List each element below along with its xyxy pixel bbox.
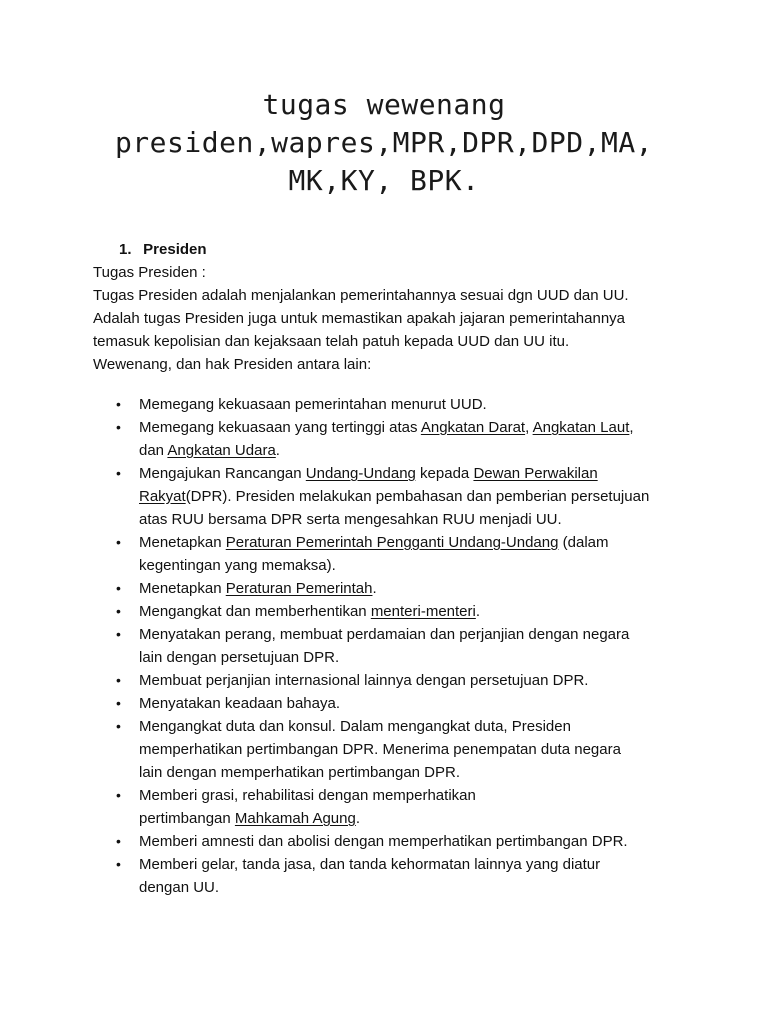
section-title: Presiden bbox=[143, 241, 207, 258]
text-run: memperhatikan pertimbangan DPR. Menerima penempatan duta negara bbox=[139, 741, 621, 758]
text-run: Memegang kekuasaan pemerintahan menurut UUD. bbox=[139, 396, 487, 413]
list-item-line bbox=[139, 416, 693, 439]
link[interactable]: Peraturan Pemerintah Pengganti Undang-Undang bbox=[225, 534, 559, 551]
text-run: Mengangkat duta dan konsul. Dalam mengangkat duta, Presiden bbox=[139, 718, 571, 735]
list-item-line bbox=[139, 393, 693, 416]
list-item bbox=[93, 715, 693, 784]
list-item bbox=[93, 623, 693, 669]
text-run: kepada bbox=[415, 465, 474, 482]
list-item-line bbox=[139, 692, 693, 715]
text-run: . bbox=[275, 442, 280, 459]
text-run: Menyatakan perang, membuat perdamaian dan perjanjian dengan negara bbox=[139, 626, 630, 643]
bullet-icon: • bbox=[116, 695, 121, 711]
text-run: Memberi grasi, rehabilitasi dengan memperhatikan bbox=[139, 787, 476, 804]
text-run: kegentingan yang memaksa). bbox=[139, 557, 336, 574]
document-title bbox=[40, 86, 728, 200]
text-run: dan bbox=[139, 442, 168, 459]
intro-line: Tugas Presiden adalah menjalankan pemerintahannya sesuai dgn UUD dan UU. bbox=[93, 287, 629, 304]
bullet-icon: • bbox=[116, 534, 121, 550]
list-item-line bbox=[139, 830, 693, 853]
text-run: Menetapkan bbox=[139, 534, 226, 551]
intro-line: Wewenang, dan hak Presiden antara lain: bbox=[93, 356, 372, 373]
bullet-icon: • bbox=[116, 718, 121, 734]
text-run: lain dengan persetujuan DPR. bbox=[139, 649, 340, 666]
text-run: , bbox=[629, 419, 634, 436]
list-item-line bbox=[139, 554, 693, 577]
title-line: tugas wewenang bbox=[262, 88, 506, 121]
list-item-line bbox=[139, 761, 693, 784]
intro-paragraph bbox=[93, 261, 693, 376]
list-item-line bbox=[139, 646, 693, 669]
text-run: Memegang kekuasaan yang tertinggi atas bbox=[139, 419, 421, 436]
section-heading bbox=[119, 238, 207, 261]
text-run: pertimbangan bbox=[139, 810, 235, 827]
list-item-line bbox=[139, 577, 693, 600]
text-run: Mengangkat dan memberhentikan bbox=[139, 603, 371, 620]
list-item bbox=[93, 692, 693, 715]
list-item bbox=[93, 393, 693, 416]
link[interactable]: Rakyat bbox=[139, 488, 186, 505]
text-run: (dalam bbox=[558, 534, 609, 551]
text-run: lain dengan memperhatikan pertimbangan DPR. bbox=[139, 764, 461, 781]
link[interactable]: Angkatan Laut bbox=[532, 419, 630, 436]
list-item-line bbox=[139, 807, 693, 830]
text-run: . bbox=[475, 603, 481, 620]
text-run: Mengajukan Rancangan bbox=[139, 465, 306, 482]
title-line: MK,KY, BPK. bbox=[288, 164, 480, 197]
text-run: Memberi gelar, tanda jasa, dan tanda kehormatan lainnya yang diatur bbox=[139, 856, 601, 873]
list-item-line bbox=[139, 462, 693, 485]
link[interactable]: Dewan Perwakilan bbox=[473, 465, 598, 482]
text-run: , bbox=[525, 419, 533, 436]
list-item-line bbox=[139, 876, 693, 899]
bullet-icon: • bbox=[116, 856, 121, 872]
title-line: presiden,wapres,MPR,DPR,DPD,MA, bbox=[114, 126, 654, 159]
link[interactable]: Angkatan Udara bbox=[167, 442, 276, 459]
list-item-line bbox=[139, 784, 693, 807]
bullet-icon: • bbox=[116, 833, 121, 849]
list-item bbox=[93, 577, 693, 600]
list-item bbox=[93, 669, 693, 692]
list-item-line bbox=[139, 738, 693, 761]
list-item-line bbox=[139, 439, 693, 462]
list-item bbox=[93, 531, 693, 577]
text-run: Membuat perjanjian internasional lainnya dengan persetujuan DPR. bbox=[139, 672, 589, 689]
list-item bbox=[93, 600, 693, 623]
link[interactable]: Undang-Undang bbox=[305, 465, 416, 482]
bullet-icon: • bbox=[116, 626, 121, 642]
text-run: Memberi amnesti dan abolisi dengan memperhatikan pertimbangan DPR. bbox=[139, 833, 628, 850]
list-item-line bbox=[139, 853, 693, 876]
authority-list bbox=[93, 393, 693, 899]
list-item-line bbox=[139, 531, 693, 554]
link[interactable]: Angkatan Darat bbox=[420, 419, 526, 436]
list-item-line bbox=[139, 600, 693, 623]
list-item bbox=[93, 853, 693, 899]
text-run: (DPR). Presiden melakukan pembahasan dan pemberian persetujuan bbox=[185, 488, 650, 505]
list-item-line bbox=[139, 623, 693, 646]
text-run: Menyatakan keadaan bahaya. bbox=[139, 695, 340, 712]
list-item-line bbox=[139, 485, 693, 508]
bullet-icon: • bbox=[116, 419, 121, 435]
bullet-icon: • bbox=[116, 787, 121, 803]
bullet-icon: • bbox=[116, 580, 121, 596]
intro-line: Tugas Presiden : bbox=[93, 264, 206, 281]
list-item bbox=[93, 462, 693, 531]
list-item bbox=[93, 830, 693, 853]
list-item-line bbox=[139, 715, 693, 738]
text-run: . bbox=[355, 810, 360, 827]
text-run: atas RUU bersama DPR serta mengesahkan RUU menjadi UU. bbox=[139, 511, 562, 528]
link[interactable]: Mahkamah Agung bbox=[234, 810, 356, 827]
list-item-line bbox=[139, 669, 693, 692]
text-run: dengan UU. bbox=[139, 879, 220, 896]
list-item bbox=[93, 784, 693, 830]
section-number: 1. bbox=[119, 241, 132, 258]
intro-line: temasuk kepolisian dan kejaksaan telah patuh kepada UUD dan UU itu. bbox=[93, 333, 570, 350]
list-item bbox=[93, 416, 693, 462]
link[interactable]: Peraturan Pemerintah bbox=[225, 580, 373, 597]
link[interactable]: menteri-menteri bbox=[370, 603, 476, 620]
bullet-icon: • bbox=[116, 672, 121, 688]
intro-line: Adalah tugas Presiden juga untuk memastikan apakah jajaran pemerintahannya bbox=[93, 310, 626, 327]
bullet-icon: • bbox=[116, 396, 121, 412]
bullet-icon: • bbox=[116, 465, 121, 481]
bullet-icon: • bbox=[116, 603, 121, 619]
text-run: . bbox=[372, 580, 377, 597]
text-run: Menetapkan bbox=[139, 580, 226, 597]
list-item-line bbox=[139, 508, 693, 531]
